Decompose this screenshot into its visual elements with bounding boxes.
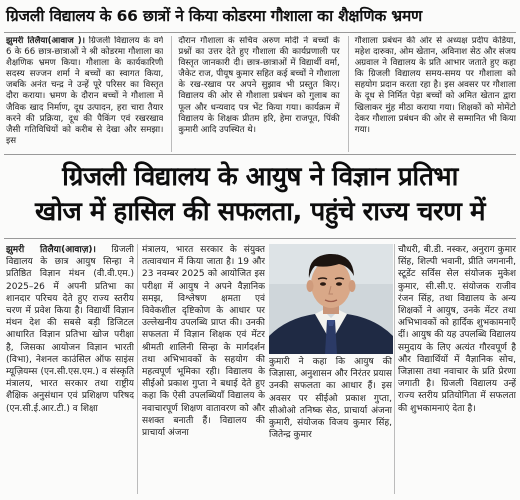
- divider: [4, 154, 516, 155]
- top-story-column-3: गौशाला प्रबंधन की ओर से अध्यक्ष प्रदीप केडिया, महेश दारुका, ओम खेतान, अविनाश सेठ और संजय अग्रवाल ने विद्यालय के प्रति आभार जताते हुए कहा कि ग्रिजली विद्यालय समय-समय पर गौशाला को सहयोग प्रदान करता रहा है। इस अवसर पर गौशाला के दूध से निर्मित पेड़ा बच्चों को अमित खेतान द्वारा खिलाकर मुंह मीठा कराया गया। शिक्षकों को मोमेंटो देकर गौशाला प्रबंधन की ओर से सम्मानित भी किया गया।: [348, 36, 516, 152]
- top-story-col1-text: ग्रिजली विद्यालय के वर्ग 6 के 66 छात्र-छात्राओं ने श्री कोडरमा गौशाला का शैक्षणिक भ्रमण किया। गौशाला के कार्यकारिणी सदस्य सज्जन शर्मा ने बच्चों का स्वागत किया, जबकि अनंत चन्द्र ने उन्हें पूरे परिसर का विस्तृत दौरा कराया। भ्रमण के दौरान बच्चों ने गौशाला में जैविक खाद निर्माण, दूध उत्पादन, हरा चारा तैयार करने की प्रक्रिया, दूध की पैकिंग एवं रखरखाव जैसी गतिविधियों को करीब से देखा और समझा। इस: [6, 36, 164, 146]
- main-headline-line-1: ग्रिजली विद्यालय के आयुष ने विज्ञान प्रतिभा: [62, 162, 458, 192]
- main-story-dateline: झुमरी तिलैया(आवाज़)।: [6, 245, 96, 255]
- main-story-column-3: कुमारी ने कहा कि आयुष की जिज्ञासा, अनुशासन और निरंतर प्रयास उनकी सफलता का आधार हैं। इस अवसर पर सीईओ प्रकाश गुप्ता, सीओओ तनिष्क सेठ, प्राचार्या अंजना कुमारी, संयोजक विजय कुमार सिंह, जितेन्द्र कुमार: [269, 357, 392, 441]
- student-photo: [269, 244, 393, 354]
- column-divider: [394, 244, 395, 494]
- main-story-colA-text: ग्रिजली विद्यालय के छात्र आयुष सिन्हा ने प्रतिष्ठित विज्ञान मंथन (वी.वी.एम.) 2025–26 में अपनी प्रतिभा का शानदार परिचय देते हुए राज्य स्तरीय चरण में प्रवेश किया है। विद्यार्थी विज्ञान मंथन देश की सबसे बड़ी डिजिटल आधारित विज्ञान प्रतिभा खोज परीक्षा है, जिसका आयोजन विज्ञान भारती (विभा), नेशनल काउंसिल ऑफ साइंस म्यूज़ियम्स (एन.सी.एस.एम.) व संस्कृति मंत्रालय, भारत सरकार तथा राष्ट्रीय शैक्षिक अनुसंधान एवं प्रशिक्षण परिषद (एन.सी.ई.आर.टी.) व शिक्षा: [6, 245, 134, 414]
- top-story-body: [6, 36, 516, 152]
- divider: [4, 238, 516, 239]
- student-portrait-image: [269, 244, 393, 354]
- top-story-headline: ग्रिजली विद्यालय के 66 छात्रों ने किया कोडरमा गौशाला का शैक्षणिक भ्रमण: [6, 7, 423, 25]
- top-story-dateline: झुमरी तिलैया(आवाज )।: [6, 36, 85, 46]
- top-story-column-2: दौरान गौशाला के सचिव अरुण मोदी ने बच्चों के प्रश्नों का उत्तर देते हुए गौशाला की कार्यप्रणाली पर विस्तृत जानकारी दी। छात्र-छात्राओं में विद्यार्थी वर्मा, जैकेट राज, पीयूष कुमार सहित कई बच्चों ने गौशाला के रख-रखाव पर अपने सुझाव भी प्रस्तुत किए। विद्यालय की ओर से गौशाला प्रबंधन को गुलाब का फूल और धन्यवाद पत्र भेंट किया गया। कार्यक्रम में विद्यालय के शिक्षक प्रीतम हरि, हेमा राजपूत, पिंकी कुमारी आदि उपस्थित थे।: [171, 36, 339, 152]
- divider: [4, 32, 516, 33]
- top-story-column-1: [6, 36, 163, 152]
- main-story-column-2: मंत्रालय, भारत सरकार के संयुक्त तत्वावधान में किया जाता है। 19 और 23 नवम्बर 2025 को आयोजित इस परीक्षा में आयुष ने अपने वैज्ञानिक समझ, विश्लेषण क्षमता एवं विवेकशील दृष्टिकोण के आधार पर उल्लेखनीय उपलब्धि प्राप्त की। उनकी सफलता में विज्ञान शिक्षक एवं मेंटर श्रीमती शालिनी सिन्हा के मार्गदर्शन तथा अभिभावकों के सहयोग की महत्वपूर्ण भूमिका रही। विद्यालय के सीईओ प्रकाश गुप्ता ने बधाई देते हुए कहा कि ऐसी उपलब्धियाँ विद्यालय के नवाचारपूर्ण शिक्षण वातावरण को और सशक्त बनाती हैं। विद्यालय की प्राचार्या अंजना: [142, 245, 265, 439]
- column-divider: [137, 244, 138, 494]
- main-story-column-1: [6, 244, 134, 494]
- main-story-column-4: चौधरी, बी.डी. नस्कर, अनुराग कुमार सिंह, शिल्पी भवानी, प्रीति जगनानी, स्टूडेंट सर्विस सेल संयोजक मुकेश कुमार, सी.सी.ए. संयोजक राजीव रंजन सिंह, तथा विद्यालय के अन्य शिक्षकों ने आयुष, उनके मेंटर तथा अभिभावकों को हार्दिक शुभकामनाएँ दीं। आयुष की यह उपलब्धि विद्यालय समुदाय के लिए अत्यंत गौरवपूर्ण है और विद्यार्थियों में वैज्ञानिक सोच, जिज्ञासा तथा नवाचार के प्रति प्रेरणा जगाती है। ग्रिजली विद्यालय उन्हें राज्य स्तरीय प्रतियोगिता में सफलता की शुभकामनाएं देता है।: [398, 245, 516, 414]
- main-story-body: [6, 244, 516, 494]
- main-headline-line-2: खोज में हासिल की सफलता, पहुंचे राज्य चरण में: [34, 197, 485, 227]
